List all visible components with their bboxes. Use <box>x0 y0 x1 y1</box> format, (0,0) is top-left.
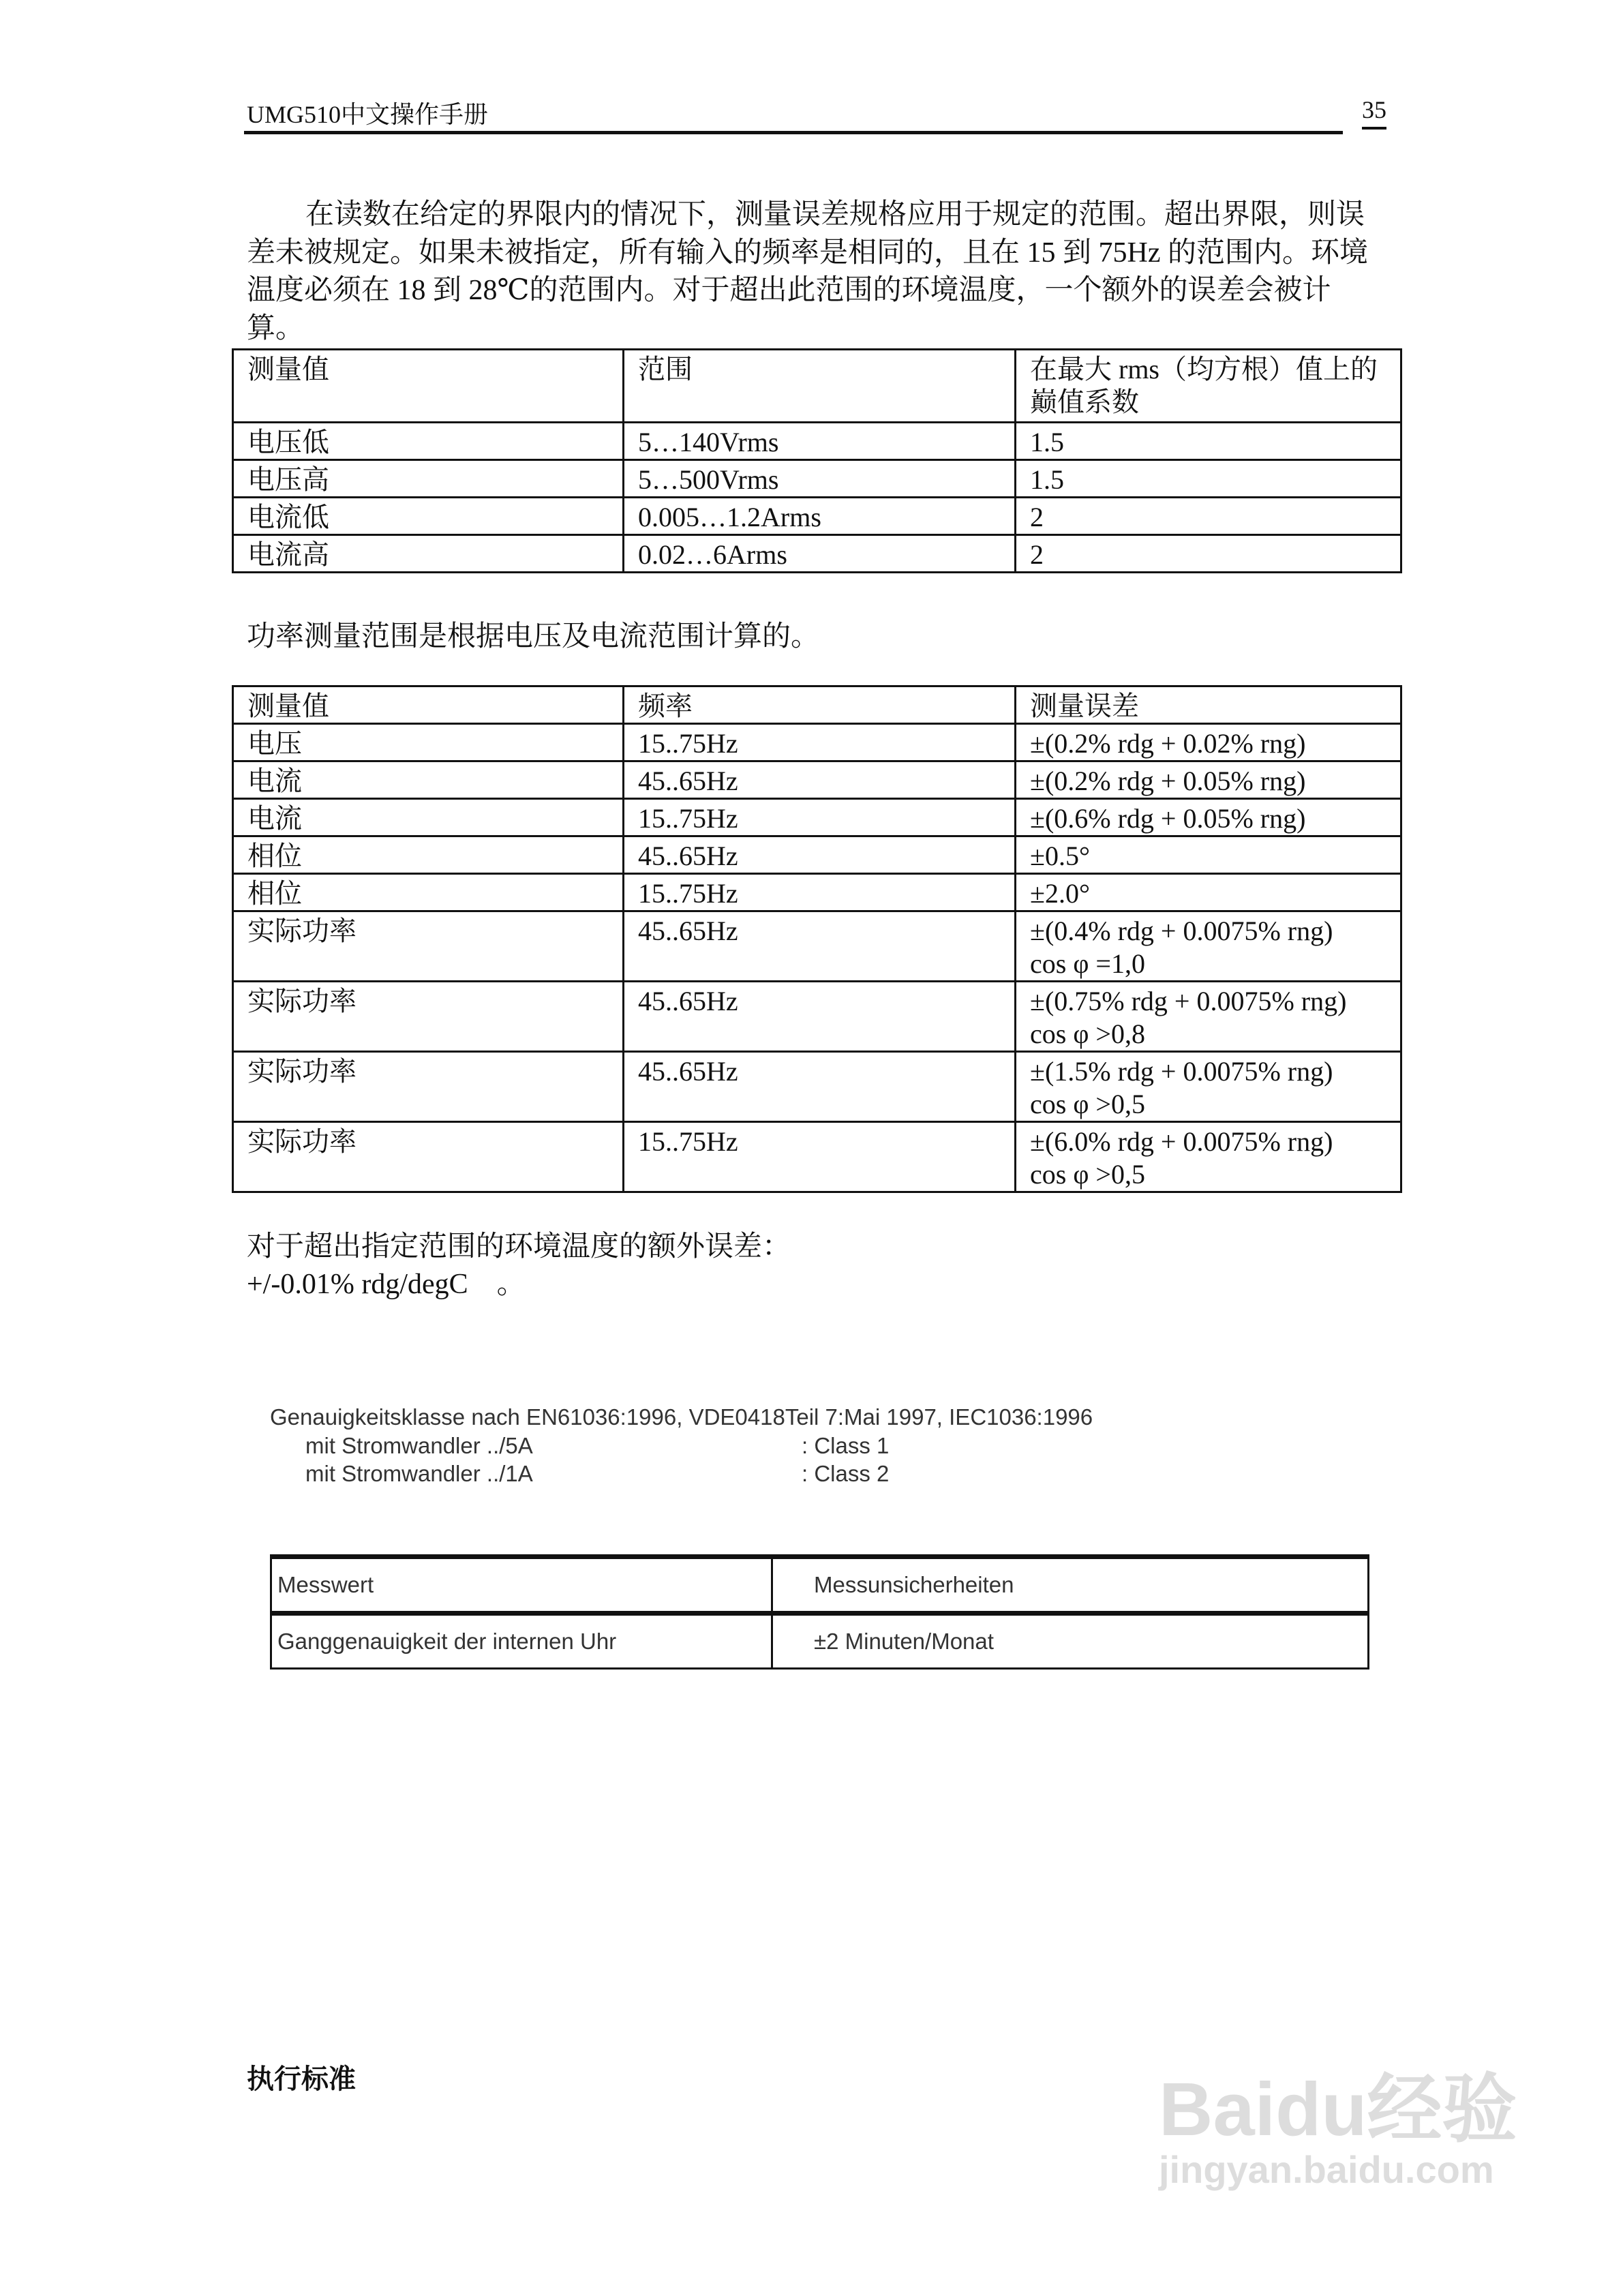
table-row <box>233 761 1401 799</box>
cell <box>624 1122 1016 1192</box>
cell: 电压低 <box>233 423 624 460</box>
watermark-url: jingyan.baidu.com <box>1159 2148 1494 2191</box>
cell <box>1016 799 1401 836</box>
table-row <box>233 874 1401 911</box>
cell-text: 15..75Hz <box>638 1126 738 1157</box>
table-row <box>233 498 1401 535</box>
table-row <box>233 799 1401 836</box>
page-number: 35 <box>1362 95 1386 130</box>
cell <box>233 724 624 761</box>
table-header-row <box>271 1557 1369 1614</box>
cell <box>1016 836 1401 874</box>
cell-text: ±2.0° <box>1030 878 1090 909</box>
table-row <box>233 1122 1401 1192</box>
cell: 1.5 <box>1016 423 1401 460</box>
header-cell: Messwert <box>271 1557 772 1614</box>
section-heading: 执行标准 <box>247 2064 356 2094</box>
cell-text: 电流 <box>247 803 302 834</box>
cell: 5…140Vrms <box>624 423 1016 460</box>
cell-text: ±(0.2% rdg + 0.05% rng) <box>1030 766 1306 796</box>
cell <box>233 874 624 911</box>
cell: 2 <box>1016 535 1401 573</box>
watermark-brand: Baidu经验 <box>1159 2068 1517 2151</box>
header-cell: Messunsicherheiten <box>772 1557 1369 1614</box>
cell <box>233 911 624 982</box>
cell: 电流高 <box>233 535 624 573</box>
cell: 1.5 <box>1016 460 1401 498</box>
table-row <box>233 724 1401 761</box>
temperature-note: 对于超出指定范围的环境温度的额外误差： <box>247 1231 791 1263</box>
cell: ±2 Minuten/Monat <box>772 1614 1369 1669</box>
cell-text: 45..65Hz <box>638 841 738 871</box>
accuracy-table <box>232 685 1402 1193</box>
table-row <box>233 460 1401 498</box>
cell-text: 电流 <box>247 766 302 796</box>
header-cell: 测量值 <box>233 350 624 423</box>
cell: Ganggenauigkeit der internen Uhr <box>271 1614 772 1669</box>
range-table <box>232 348 1402 573</box>
cell-text: 实际功率 <box>247 1126 357 1157</box>
cell-text: ±(0.6% rdg + 0.05% rng) <box>1030 803 1306 834</box>
table-row <box>233 836 1401 874</box>
cell: 电压高 <box>233 460 624 498</box>
table-row <box>233 423 1401 460</box>
cell: 2 <box>1016 498 1401 535</box>
cell-text: 相位 <box>247 841 302 871</box>
cell-text: ±0.5° <box>1030 841 1090 871</box>
cell-text: 电压 <box>247 728 302 759</box>
cell-text: ±(6.0% rdg + 0.0075% rng) <box>1030 1126 1333 1157</box>
power-note: 功率测量范围是根据电压及电流范围计算的。 <box>247 621 820 652</box>
cell-text: 相位 <box>247 878 302 909</box>
accuracy-line-value: : Class 2 <box>802 1461 890 1486</box>
cell <box>1016 724 1401 761</box>
document-header-title: UMG510中文操作手册 <box>247 101 489 128</box>
table-row <box>233 1052 1401 1122</box>
cell <box>233 761 624 799</box>
cell <box>1016 982 1401 1052</box>
cell <box>233 1122 624 1192</box>
cell <box>624 911 1016 982</box>
cell <box>624 874 1016 911</box>
cell-text: ±(1.5% rdg + 0.0075% rng) <box>1030 1056 1333 1087</box>
cell-text: 实际功率 <box>247 1056 357 1087</box>
cell-text: 45..65Hz <box>638 766 738 796</box>
accuracy-line-value: : Class 1 <box>802 1433 890 1458</box>
cell: 5…500Vrms <box>624 460 1016 498</box>
cell-text: ±(0.4% rdg + 0.0075% rng) <box>1030 916 1333 946</box>
cos-phi-condition: cos φ >0,8 <box>1030 1018 1145 1049</box>
intro-paragraph: 在读数在给定的界限内的情况下，测量误差规格应用于规定的范围。超出界限，则误差未被规定。如果未被指定，所有输入的频率是相同的，且在 15 到 75Hz 的范围内。环境温度必须在 18 到 28℃的范围内。对于超出此范围的环境温度，一个额外的误差会被计算。 <box>247 199 1368 344</box>
cell <box>1016 1052 1401 1122</box>
accuracy-line-label: mit Stromwandler ../1A <box>305 1461 533 1486</box>
table-row <box>233 982 1401 1052</box>
cell <box>624 799 1016 836</box>
cell <box>1016 761 1401 799</box>
cell-text: 45..65Hz <box>638 916 738 946</box>
cell: 0.02…6Arms <box>624 535 1016 573</box>
cell <box>1016 874 1401 911</box>
baidu-watermark-logo <box>1159 2068 1517 2192</box>
header-cell: 频率 <box>624 686 1016 724</box>
table-row <box>233 535 1401 573</box>
cell-text: 15..75Hz <box>638 878 738 909</box>
header-cell: 测量值 <box>233 686 624 724</box>
cos-phi-condition: cos φ >0,5 <box>1030 1089 1145 1119</box>
table-row <box>233 911 1401 982</box>
cell <box>624 836 1016 874</box>
cell <box>1016 911 1401 982</box>
header-cell: 测量误差 <box>1016 686 1401 724</box>
cell <box>1016 1122 1401 1192</box>
cell-text: 实际功率 <box>247 916 357 946</box>
cell <box>233 982 624 1052</box>
cell <box>624 1052 1016 1122</box>
accuracy-line-label: mit Stromwandler ../5A <box>305 1433 533 1458</box>
header-cell: 在最大 rms（均方根）值上的巅值系数 <box>1016 350 1401 423</box>
table-header-row <box>233 686 1401 724</box>
cell <box>624 761 1016 799</box>
accuracy-class-title: Genauigkeitsklasse nach EN61036:1996, VDE0418Teil 7:Mai 1997, IEC1036:1996 <box>270 1404 1093 1430</box>
cell: 电流低 <box>233 498 624 535</box>
cell <box>233 1052 624 1122</box>
cell <box>624 724 1016 761</box>
cell-text: 实际功率 <box>247 986 357 1016</box>
header-rule <box>244 131 1343 134</box>
cell-text: 15..75Hz <box>638 803 738 834</box>
header-cell: 范围 <box>624 350 1016 423</box>
clock-accuracy-table <box>270 1554 1369 1670</box>
cos-phi-condition: cos φ =1,0 <box>1030 948 1145 979</box>
cell <box>233 799 624 836</box>
cell-text: ±(0.2% rdg + 0.02% rng) <box>1030 728 1306 759</box>
cell-text: 45..65Hz <box>638 986 738 1016</box>
cell-text: ±(0.75% rdg + 0.0075% rng) <box>1030 986 1347 1016</box>
cell <box>233 836 624 874</box>
table-header-row <box>233 350 1401 423</box>
cell <box>624 982 1016 1052</box>
table-row <box>271 1614 1369 1669</box>
cell-text: 45..65Hz <box>638 1056 738 1087</box>
cos-phi-condition: cos φ >0,5 <box>1030 1159 1145 1190</box>
cell-text: 15..75Hz <box>638 728 738 759</box>
cell: 0.005…1.2Arms <box>624 498 1016 535</box>
temperature-value: +/-0.01% rdg/degC 。 <box>247 1269 526 1300</box>
